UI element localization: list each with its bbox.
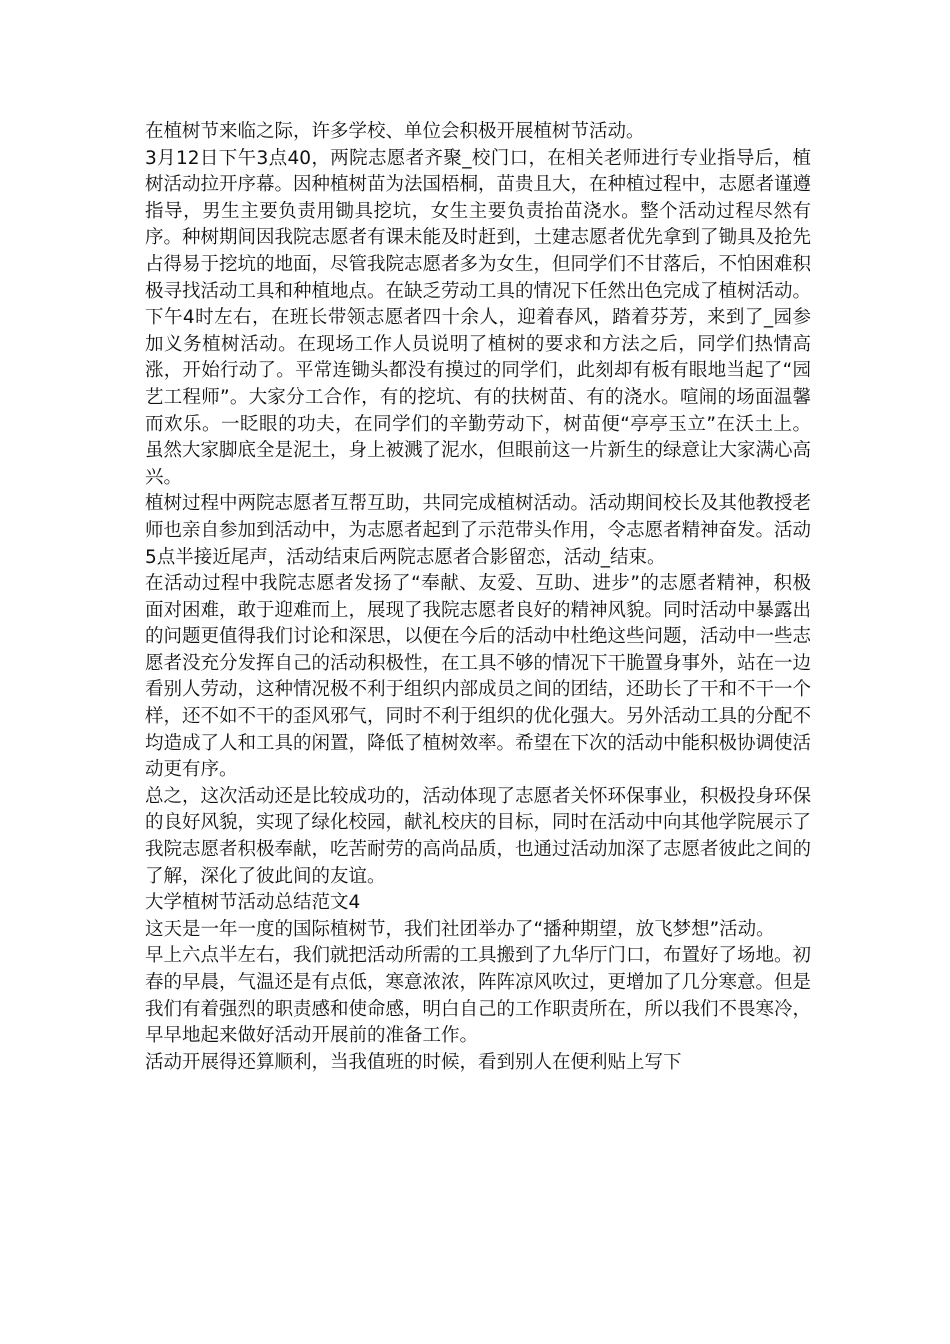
paragraph-morning-setup: 早上六点半左右，我们就把活动所需的工具搬到了九华厅门口，布置好了场地。初春的早晨，气温还是有点低，寒意浓浓，阵阵凉风吹过，更增加了几分寒意。但是我们有着强烈的职责感和使命感，明白自己的工作职责所在，所以我们不畏寒冷，早早地起来做好活动开展前的准备工作。 [145,945,812,1047]
paragraph-conclusion: 总之，这次活动还是比较成功的，活动体现了志愿者关怀环保事业，积极投身环保的良好风貌，实现了绿化校园，献礼校庆的目标，同时在活动中向其他学院展示了我院志愿者积极奉献，吃苦耐劳的高尚品质，也通过活动加深了志愿者彼此之间的了解，深化了彼此间的友谊。 [145,785,812,887]
paragraph-afternoon-4pm: 下午4时左右，在班长带领志愿者四十余人，迎着春风，踏着芬芳，来到了_园参加义务植树活动。在现场工作人员说明了植树的要求和方法之后，同学们热情高涨，开始行动了。平常连锄头都没有摸过的同学们，此刻却有板有眼地当起了“园艺工程师”。大家分工合作，有的挖坑、有的扶树苗、有的浇水。喧闹的场面温馨而欢乐。一眨眼的功夫，在同学们的辛勤劳动下，树苗便“亭亭玉立”在沃土上。虽然大家脚底全是泥土，身上被溅了泥水，但眼前这一片新生的绿意让大家满心高兴。 [145,307,812,488]
paragraph-activity-progress: 活动开展得还算顺利，当我值班的时候，看到别人在便利贴上写下 [145,1051,682,1073]
paragraph-arbor-day: 这天是一年一度的国际植树节，我们社团举办了“播种期望，放飞梦想”活动。 [145,918,775,940]
paragraph-march-12: 3月12日下午3点40，两院志愿者齐聚_校门口，在相关老师进行专业指导后，植树活动拉开序幕。因种植树苗为法国梧桐，苗贵且大，在种植过程中，志愿者谨遵指导，男生主要负责用锄具挖坑，女生主要负责抬苗浇水。整个活动过程尽然有序。种树期间因我院志愿者有课未能及时赶到，土建志愿者优先拿到了锄具及抢先占得易于挖坑的地面，尽管我院志愿者多为女生，但同学们不甘落后，不怕困难积极寻找活动工具和种植地点。在缺乏劳动工具的情况下任然出色完成了植树活动。 [145,147,812,302]
paragraph-intro: 在植树节来临之际，许多学校、单位会积极开展植树节活动。 [145,121,645,142]
document-page [145,119,811,1076]
section-heading: 大学植树节活动总结范文4 [145,892,361,914]
paragraph-reflection: 在活动过程中我院志愿者发扬了“奉献、友爱、互助、进步”的志愿者精神，积极面对困难，敢于迎难而上，展现了我院志愿者良好的精神风貌。同时活动中暴露出的问题更值得我们讨论和深思，以便在今后的活动中杜绝这些问题，活动中一些志愿者没充分发挥自己的活动积极性，在工具不够的情况下干脆置身事外，站在一边看别人劳动，这种情况极不利于组织内部成员之间的团结，还助长了干和不干一个样，还不如不干的歪风邪气，同时不利于组织的优化强大。另外活动工具的分配不均造成了人和工具的闲置，降低了植树效率。希望在下次的活动中能积极协调使活动更有序。 [145,573,812,781]
paragraph-mutual-help: 植树过程中两院志愿者互帮互助，共同完成植树活动。活动期间校长及其他教授老师也亲自参加到活动中，为志愿者起到了示范带头作用，令志愿者精神奋发。活动5点半接近尾声，活动结束后两院志愿者合影留恋，活动_结束。 [145,493,812,568]
